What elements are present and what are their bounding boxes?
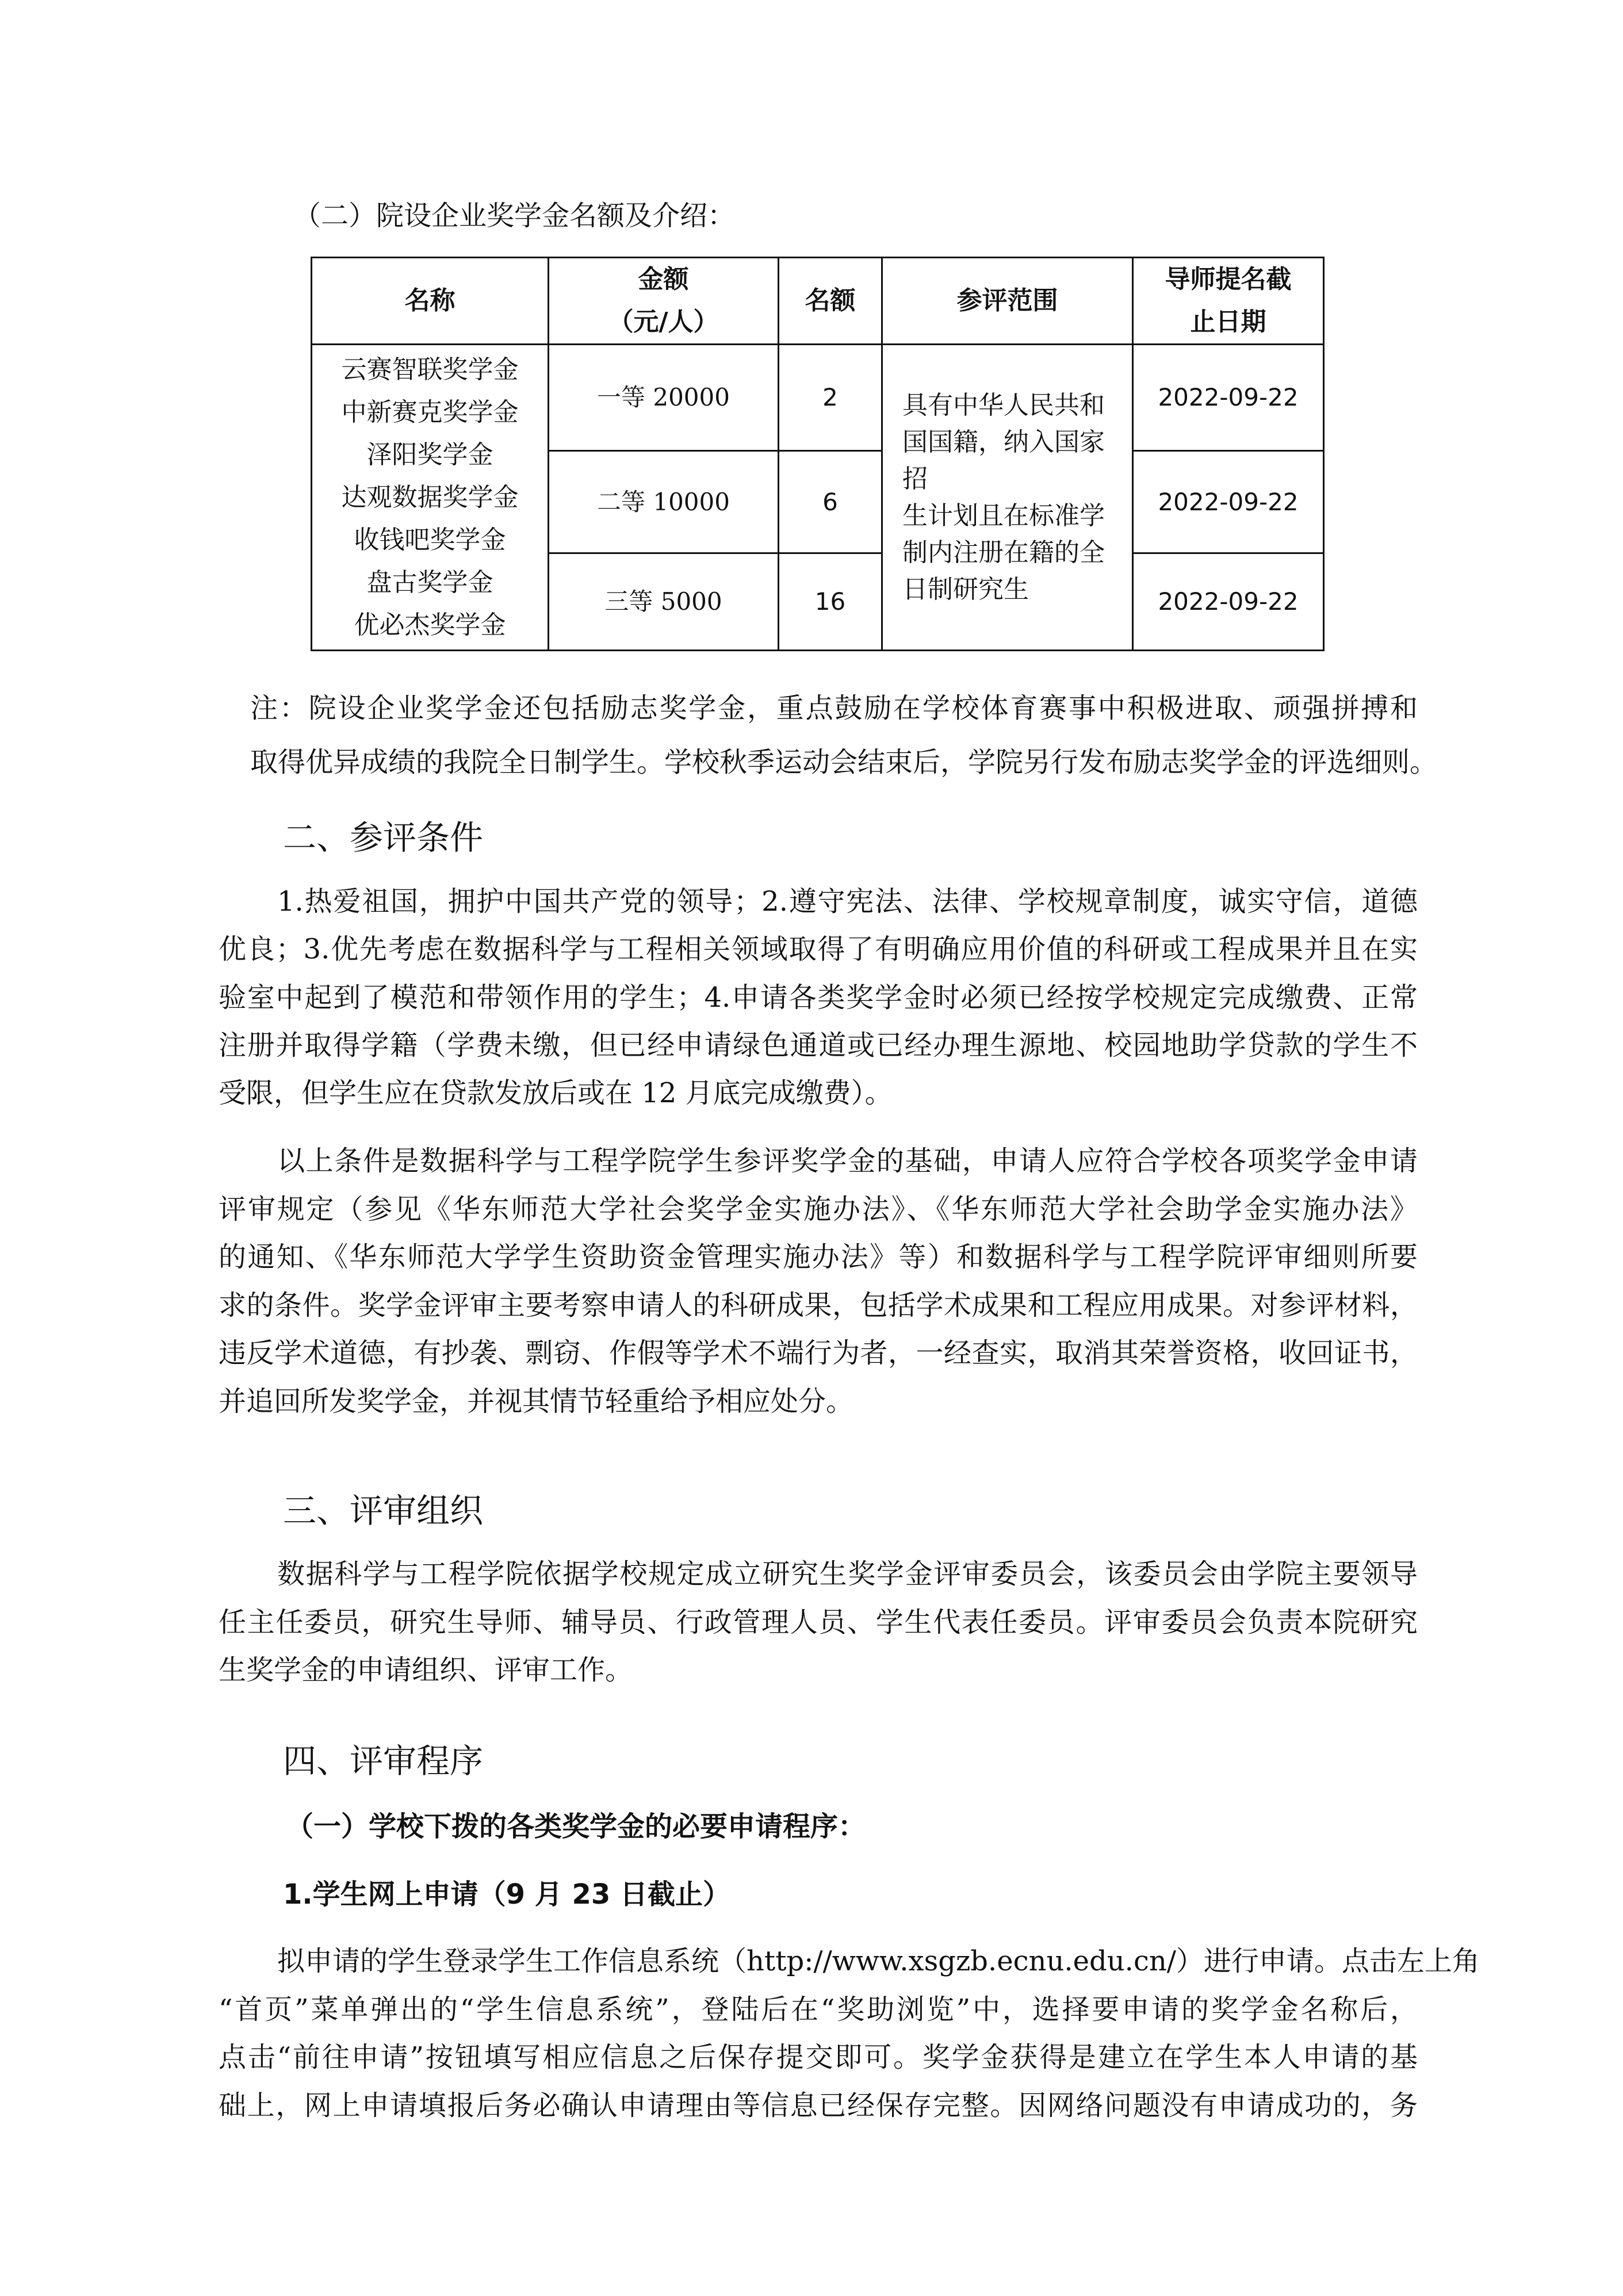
scholarship-names-cell xyxy=(312,345,549,651)
paragraph-line: 础上，网上申请填报后务必确认申请理由等信息已经保存完整。因网络问题没有申请成功的，务 xyxy=(219,2089,1418,2122)
paragraph-line: 验室中起到了模范和带领作用的学生；4.申请各类奖学金时必须已经按学校规定完成缴费、正常 xyxy=(219,981,1418,1014)
paragraph-line: 的通知、《华东师范大学学生资助资金管理实施办法》等）和数据科学与工程学院评审细则所要 xyxy=(219,1241,1418,1273)
scholarship-name: 盘古奖学金 xyxy=(366,567,493,597)
paragraph-line: 以上条件是数据科学与工程学院学生参评奖学金的基础，申请人应符合学校各项奖学金申请 xyxy=(277,1145,1418,1177)
scholarship-table xyxy=(311,257,1325,651)
header-quota: 名额 xyxy=(779,258,882,345)
subsection-title: 1.学生网上申请（9 月 23 日截止） xyxy=(283,1878,730,1911)
section-subtitle-scholarship-list: （二）院设企业奖学金名额及介绍： xyxy=(293,200,736,232)
header-amount xyxy=(549,258,779,345)
header-deadline xyxy=(1133,258,1324,345)
section-title-eligibility: 二、参评条件 xyxy=(283,818,484,857)
scholarship-name: 中新赛克奖学金 xyxy=(341,397,519,427)
paragraph-line: 注册并取得学籍（学费未缴，但已经申请绿色通道或已经办理生源地、校园地助学贷款的学生不 xyxy=(219,1029,1418,1061)
scope-line: 国国籍，纳入国家招 xyxy=(902,427,1105,494)
deadline-cell: 2022-09-22 xyxy=(1133,451,1324,553)
paragraph-line: 拟申请的学生登录学生工作信息系统（http://www.xsgzb.ecnu.edu.cn/）进行申请。点击左上角 xyxy=(277,1945,1480,1977)
scope-cell xyxy=(882,345,1133,651)
quota-cell: 6 xyxy=(779,451,882,553)
deadline-cell: 2022-09-22 xyxy=(1133,345,1324,451)
subsection-title: （一）学校下拨的各类奖学金的必要申请程序： xyxy=(286,1810,866,1843)
scope-line: 制内注册在籍的全 xyxy=(902,537,1105,567)
header-deadline-line2: 止日期 xyxy=(1190,307,1266,337)
scholarship-name: 收钱吧奖学金 xyxy=(354,525,506,555)
section-title-organization: 三、评审组织 xyxy=(283,1491,484,1530)
paragraph-line: 生奖学金的申请组织、评审工作。 xyxy=(219,1654,633,1686)
table-header-row xyxy=(312,258,1324,345)
paragraph-line: 受限，但学生应在贷款发放后或在 12 月底完成缴费）。 xyxy=(219,1077,893,1109)
paragraph-line: 评审规定（参见《华东师范大学社会奖学金实施办法》、《华东师范大学社会助学金实施办法》 xyxy=(219,1193,1418,1225)
header-amount-line1: 金额 xyxy=(638,265,689,294)
deadline-cell: 2022-09-22 xyxy=(1133,553,1324,651)
scope-line: 日制研究生 xyxy=(902,574,1029,604)
header-name: 名称 xyxy=(312,258,549,345)
paragraph-line: “首页”菜单弹出的“学生信息系统”，登陆后在“奖助浏览”中，选择要申请的奖学金名称后， xyxy=(219,1993,1418,2026)
header-amount-line2: （元/人） xyxy=(608,307,719,337)
scope-line: 生计划且在标准学 xyxy=(902,501,1105,530)
amount-cell: 二等 10000 xyxy=(549,451,779,553)
table-row xyxy=(312,345,1324,451)
paragraph-line: 点击“前往申请”按钮填写相应信息之后保存提交即可。奖学金获得是建立在学生本人申请的基 xyxy=(219,2041,1418,2073)
header-scope: 参评范围 xyxy=(882,258,1133,345)
paragraph-line: 1.热爱祖国，拥护中国共产党的领导；2.遵守宪法、法律、学校规章制度，诚实守信，道德 xyxy=(277,885,1418,918)
quota-cell: 16 xyxy=(779,553,882,651)
section-title-procedure: 四、评审程序 xyxy=(283,1741,484,1781)
scholarship-name: 云赛智联奖学金 xyxy=(341,354,519,384)
scholarship-name: 优必杰奖学金 xyxy=(354,610,506,640)
paragraph-line: 求的条件。奖学金评审主要考察申请人的科研成果，包括学术成果和工程应用成果。对参评材料， xyxy=(219,1289,1418,1321)
paragraph-line: 优良；3.优先考虑在数据科学与工程相关领域取得了有明确应用价值的科研或工程成果并且在实 xyxy=(219,933,1418,965)
scholarship-name: 泽阳奖学金 xyxy=(366,440,493,469)
amount-cell: 三等 5000 xyxy=(549,553,779,651)
paragraph-line: 并追回所发奖学金，并视其情节轻重给予相应处分。 xyxy=(219,1385,854,1418)
note-line: 注：院设企业奖学金还包括励志奖学金，重点鼓励在学校体育赛事中积极进取、顽强拼搏和 xyxy=(250,692,1418,724)
scholarship-name: 达观数据奖学金 xyxy=(341,482,519,512)
quota-cell: 2 xyxy=(779,345,882,451)
amount-cell: 一等 20000 xyxy=(549,345,779,451)
note-line: 取得优异成绩的我院全日制学生。学校秋季运动会结束后，学院另行发布励志奖学金的评选细则。 xyxy=(250,746,1438,778)
header-deadline-line1: 导师提名截 xyxy=(1165,265,1292,294)
paragraph-line: 任主任委员，研究生导师、辅导员、行政管理人员、学生代表任委员。评审委员会负责本院研究 xyxy=(219,1606,1418,1638)
paragraph-line: 数据科学与工程学院依据学校规定成立研究生奖学金评审委员会，该委员会由学院主要领导 xyxy=(277,1558,1418,1590)
scope-line: 具有中华人民共和 xyxy=(902,390,1105,420)
paragraph-line: 违反学术道德，有抄袭、剽窃、作假等学术不端行为者，一经查实，取消其荣誉资格，收回证书， xyxy=(219,1337,1418,1369)
